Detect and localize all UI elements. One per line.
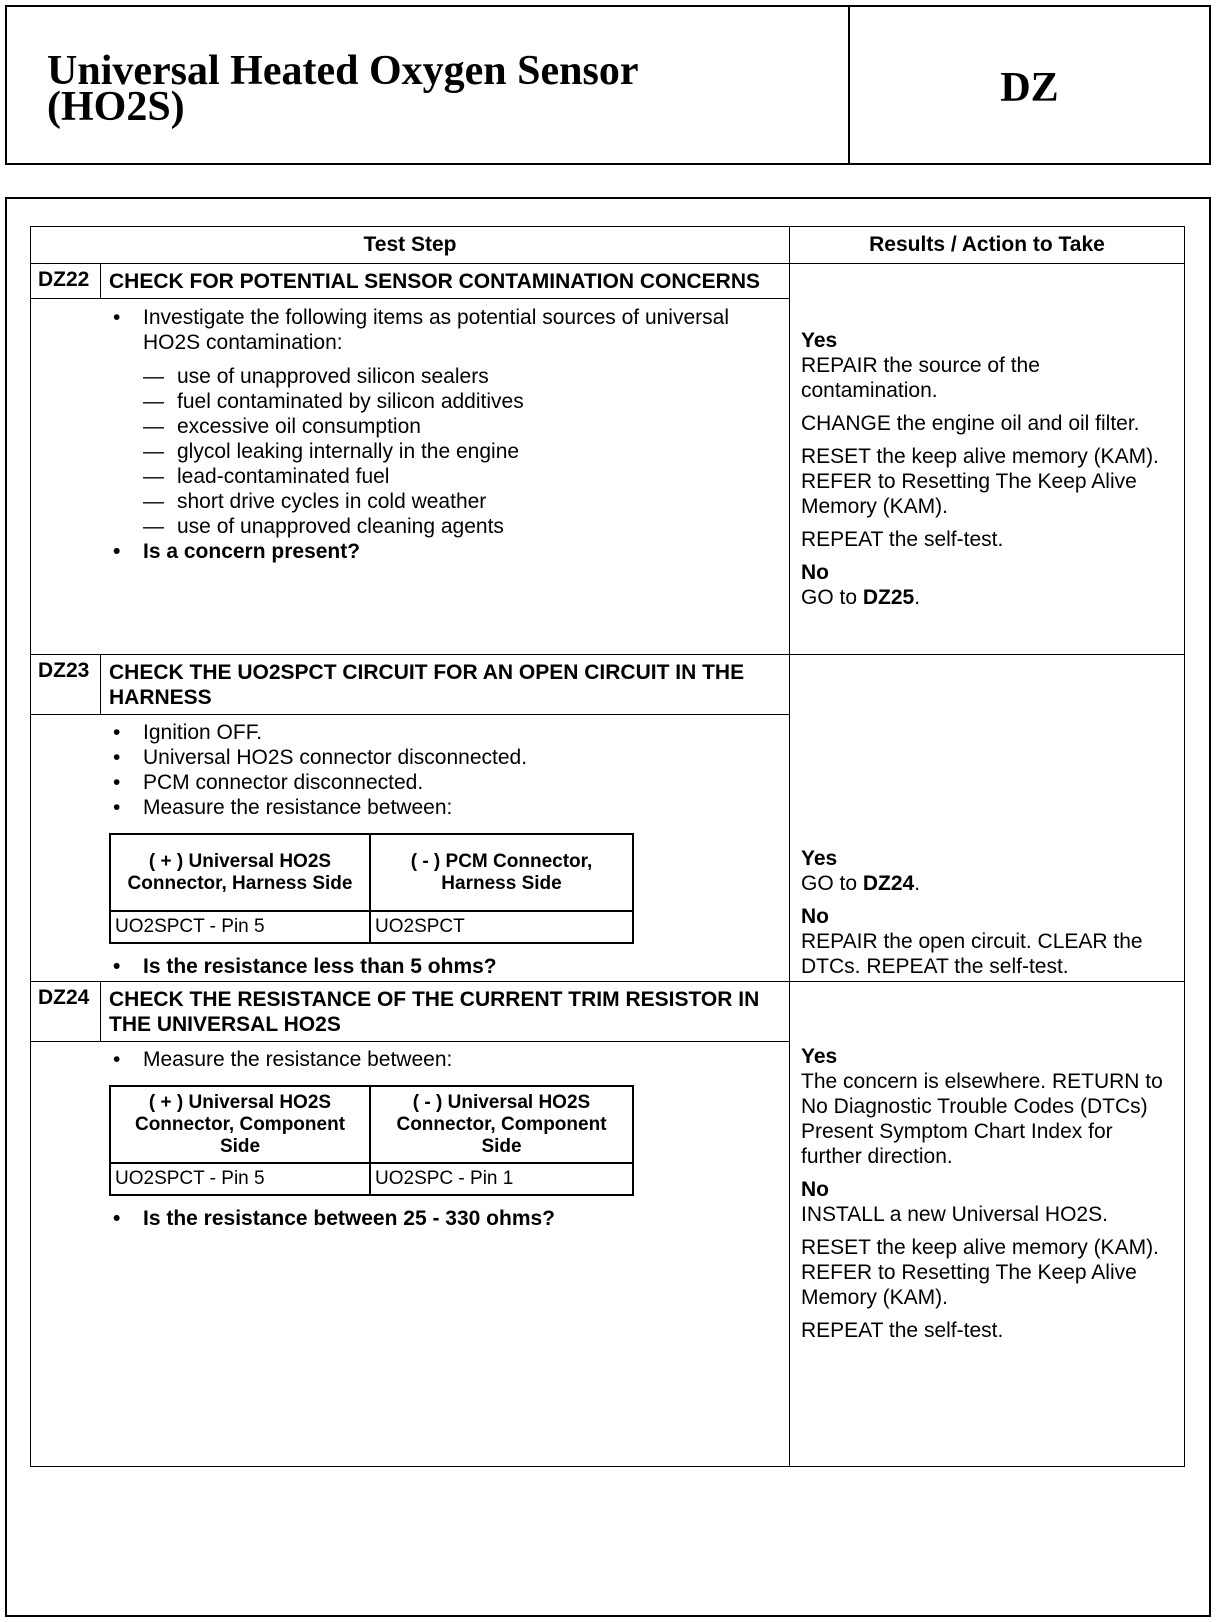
- result-cell: [790, 655, 1184, 981]
- step-question: • Is a concern present?: [109, 539, 779, 564]
- step-body: [31, 299, 789, 572]
- step-cell: [31, 655, 790, 981]
- step-id: DZ23: [31, 655, 101, 714]
- yes-action: CHANGE the engine oil and oil filter.: [801, 412, 1140, 435]
- step-row-dz22: [31, 264, 1184, 655]
- result-cell: [790, 264, 1184, 654]
- step-title: CHECK THE UO2SPCT CIRCUIT FOR AN OPEN CIRCUIT IN THE HARNESS: [109, 661, 745, 709]
- step-instruction: • Measure the resistance between:: [109, 795, 779, 820]
- yes-label: Yes: [801, 847, 838, 870]
- list-item: — glycol leaking internally in the engine: [143, 439, 779, 464]
- yes-label: Yes: [801, 329, 838, 352]
- section-code: DZ: [1000, 65, 1059, 111]
- col-header-results: Results / Action to Take: [869, 233, 1105, 256]
- step-link-dz25[interactable]: DZ25: [862, 586, 915, 609]
- meas-header-negative: ( - ) PCM Connector, Harness Side: [370, 834, 633, 911]
- step-instruction: • Ignition OFF.: [109, 720, 779, 745]
- page-title: [7, 7, 850, 163]
- result-content: [801, 846, 1176, 987]
- list-item: — use of unapproved silicon sealers: [143, 364, 779, 389]
- step-body: [31, 715, 789, 987]
- step-instruction: • Investigate the following items as potential sources of universal HO2S contamination:: [109, 305, 779, 355]
- meas-cell-positive: UO2SPCT - Pin 5: [110, 1163, 370, 1195]
- meas-header-positive: ( + ) Universal HO2S Connector, Harness Side: [110, 834, 370, 911]
- no-label: No: [801, 561, 829, 584]
- step-cell: [31, 982, 790, 1466]
- meas-cell-negative: UO2SPCT: [370, 911, 633, 943]
- yes-action-prefix: GO to: [801, 872, 863, 895]
- yes-action: RESET the keep alive memory (KAM). REFER to Resetting The Keep Alive Memory (KAM).: [801, 445, 1159, 518]
- yes-action: REPAIR the source of the contamination.: [801, 354, 1040, 402]
- table-header: [31, 227, 1184, 264]
- meas-cell-positive: UO2SPCT - Pin 5: [110, 911, 370, 943]
- meas-cell-negative: UO2SPC - Pin 1: [370, 1163, 633, 1195]
- meas-header-positive: ( + ) Universal HO2S Connector, Component Side: [110, 1086, 370, 1163]
- list-item: — short drive cycles in cold weather: [143, 489, 779, 514]
- no-action: [801, 585, 1176, 610]
- step-row-dz24: [31, 982, 1184, 1466]
- yes-action: REPEAT the self-test.: [801, 528, 1004, 551]
- step-body: [31, 1042, 789, 1239]
- no-action: INSTALL a new Universal HO2S.: [801, 1203, 1108, 1226]
- result-content: [801, 328, 1176, 618]
- step-heading: [31, 264, 789, 299]
- no-label: No: [801, 1178, 829, 1201]
- yes-action: [801, 871, 1176, 896]
- yes-label: Yes: [801, 1045, 838, 1068]
- step-link-dz24[interactable]: DZ24: [862, 872, 915, 895]
- no-action-prefix: GO to: [801, 586, 863, 609]
- measurement-table: [109, 1085, 634, 1196]
- page-header: [5, 5, 1211, 165]
- step-heading: [31, 655, 789, 715]
- measurement-table: [109, 833, 634, 944]
- step-cell: [31, 264, 790, 654]
- list-item: — excessive oil consumption: [143, 414, 779, 439]
- step-id: DZ22: [31, 264, 101, 298]
- step-instruction: • Measure the resistance between:: [109, 1047, 779, 1072]
- step-title: CHECK FOR POTENTIAL SENSOR CONTAMINATION CONCERNS: [109, 270, 761, 293]
- page-title-line1: Universal Heated Oxygen Sensor: [47, 48, 639, 94]
- step-title: CHECK THE RESISTANCE OF THE CURRENT TRIM RESISTOR IN THE UNIVERSAL HO2S: [109, 988, 760, 1036]
- page-title-line2: (HO2S): [47, 84, 185, 130]
- meas-header-negative: ( - ) Universal HO2S Connector, Component Side: [370, 1086, 633, 1163]
- step-question: • Is the resistance less than 5 ohms?: [109, 954, 779, 979]
- result-content: [801, 1044, 1176, 1351]
- step-question: • Is the resistance between 25 - 330 ohms?: [109, 1206, 779, 1231]
- step-instruction: • PCM connector disconnected.: [109, 770, 779, 795]
- list-item: — lead-contaminated fuel: [143, 464, 779, 489]
- no-action: REPAIR the open circuit. CLEAR the DTCs. REPEAT the self-test.: [801, 930, 1143, 978]
- list-item: — use of unapproved cleaning agents: [143, 514, 779, 539]
- no-label: No: [801, 905, 829, 928]
- no-action: REPEAT the self-test.: [801, 1319, 1004, 1342]
- col-header-test-step: Test Step: [31, 227, 790, 263]
- test-step-table: [30, 226, 1185, 1467]
- step-heading: [31, 982, 789, 1042]
- no-action-suffix: .: [914, 586, 921, 609]
- no-action: RESET the keep alive memory (KAM). REFER to Resetting The Keep Alive Memory (KAM).: [801, 1236, 1159, 1309]
- step-instruction: • Universal HO2S connector disconnected.: [109, 745, 779, 770]
- list-item: — fuel contaminated by silicon additives: [143, 389, 779, 414]
- yes-action-suffix: .: [914, 872, 921, 895]
- result-cell: [790, 982, 1184, 1466]
- yes-action: The concern is elsewhere. RETURN to No Diagnostic Trouble Codes (DTCs) Present Symptom Chart Index for further direction.: [801, 1070, 1163, 1168]
- step-id: DZ24: [31, 982, 101, 1041]
- step-row-dz23: [31, 655, 1184, 982]
- contamination-list: [109, 364, 779, 539]
